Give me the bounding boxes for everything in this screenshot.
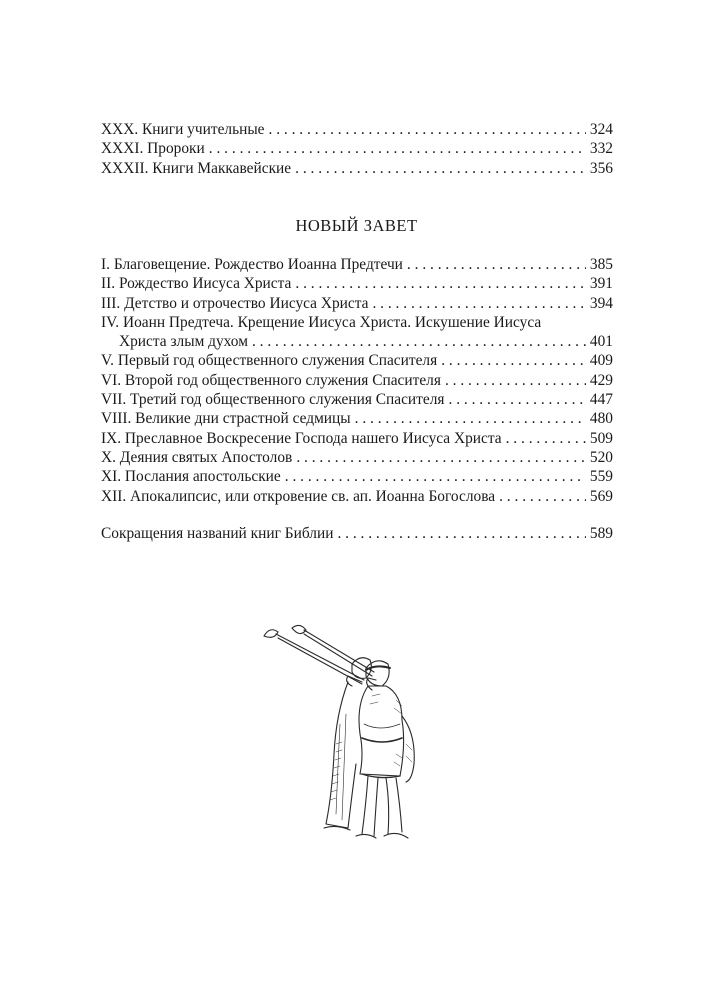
toc-entry-title: XXXII. Книги Маккавейские <box>101 159 292 177</box>
dot-leader <box>449 390 586 409</box>
toc-entry-page: 356 <box>589 159 613 177</box>
toc-entry-page: 559 <box>589 468 613 486</box>
dot-leader <box>372 294 585 313</box>
toc-entry[interactable] <box>101 409 613 428</box>
toc-entry-page: 409 <box>589 352 613 370</box>
dot-leader <box>295 159 586 178</box>
dot-leader <box>506 429 586 448</box>
dot-leader <box>252 332 586 351</box>
toc-entry[interactable] <box>101 390 613 409</box>
toc-entry[interactable] <box>101 274 613 293</box>
toc-entry-title: IV. Иоанн Предтеча. Крещение Иисуса Христа. Искушение Иисуса <box>101 313 542 331</box>
toc-entry-continuation[interactable] <box>101 332 613 351</box>
dot-leader <box>445 371 586 390</box>
toc-entry-page: 385 <box>589 256 613 273</box>
dot-leader <box>269 120 586 139</box>
toc-entry[interactable] <box>101 524 613 543</box>
dot-leader <box>407 255 586 274</box>
toc-entry-title: IX. Преславное Воскресение Господа нашего Иисуса Христа <box>101 429 502 447</box>
toc-entry-page: 589 <box>589 525 613 542</box>
toc-entry[interactable] <box>101 139 613 158</box>
toc-entry-title: XXXI. Пророки <box>101 140 205 158</box>
toc-abbreviations <box>101 524 613 543</box>
toc-entry-title-continued: Христа злым духом <box>119 333 248 351</box>
toc-entry-page: 391 <box>589 275 613 293</box>
toc-entry[interactable] <box>101 159 613 178</box>
toc-entry-title: XII. Апокалипсис, или откровение св. ап. Иоанна Богослова <box>101 487 496 505</box>
toc-entry-title: II. Рождество Иисуса Христа <box>101 275 292 293</box>
toc-entry[interactable] <box>101 351 613 370</box>
toc-entry-title: Сокращения названий книг Библии <box>101 525 334 542</box>
toc-entry-page: 520 <box>589 448 613 466</box>
toc-entry-title: XXX. Книги учительные <box>101 121 265 138</box>
toc-entry-page: 509 <box>589 429 613 447</box>
toc-old-testament-continued <box>101 120 613 178</box>
toc-entry[interactable] <box>101 448 613 467</box>
toc-entry-title: VII. Третий год общественного служения Спасителя <box>101 391 445 409</box>
dot-leader <box>337 524 585 543</box>
dot-leader <box>441 351 586 370</box>
toc-entry-page: 324 <box>589 121 613 138</box>
toc-entry-title: I. Благовещение. Рождество Иоанна Предтечи <box>101 256 403 273</box>
trumpeters-engraving-icon <box>256 624 446 856</box>
toc-entry-page: 394 <box>589 294 613 312</box>
toc-entry-page: 429 <box>589 371 613 389</box>
toc-entry[interactable] <box>101 429 613 448</box>
toc-entry-title: V. Первый год общественного служения Спасителя <box>101 352 438 370</box>
dot-leader <box>295 274 586 293</box>
toc-entry-page: 401 <box>589 333 613 351</box>
toc-entry-title: VI. Второй год общественного служения Спасителя <box>101 371 441 389</box>
toc-new-testament <box>101 255 613 506</box>
dot-leader <box>285 467 586 486</box>
toc-entry-title: X. Деяния святых Апостолов <box>101 448 293 466</box>
toc-entry-first-line[interactable] <box>101 313 613 332</box>
toc-entry-page: 332 <box>589 140 613 158</box>
dot-leader <box>355 409 586 428</box>
toc-entry-page: 447 <box>589 391 613 409</box>
toc-entry[interactable] <box>101 294 613 313</box>
toc-entry-page: 480 <box>589 410 613 428</box>
dot-leader <box>209 139 586 158</box>
toc-entry-page: 569 <box>589 487 613 505</box>
dot-leader <box>499 487 586 506</box>
section-heading-new-testament: НОВЫЙ ЗАВЕТ <box>295 216 418 235</box>
toc-entry[interactable] <box>101 255 613 274</box>
toc-entry[interactable] <box>101 120 613 139</box>
toc-entry-title: XI. Послания апостольские <box>101 468 281 486</box>
toc-entry[interactable] <box>101 467 613 486</box>
toc-entry-title: VIII. Великие дни страстной седмицы <box>101 410 351 428</box>
dot-leader <box>296 448 586 467</box>
toc-entry[interactable] <box>101 371 613 390</box>
toc-entry-title: III. Детство и отрочество Иисуса Христа <box>101 294 369 312</box>
toc-entry[interactable] <box>101 487 613 506</box>
